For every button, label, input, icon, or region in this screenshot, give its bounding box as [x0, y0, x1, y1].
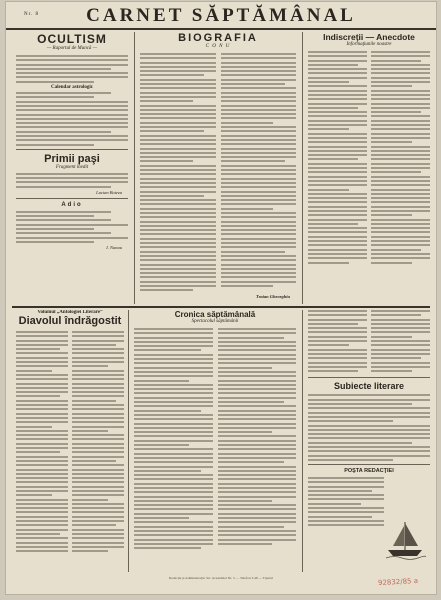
signature-boteza: Lucian Boteza — [96, 189, 122, 195]
masthead — [6, 2, 436, 30]
column-diavolul — [16, 310, 124, 572]
diavolul-heading: Diavolul îndrăgostit — [18, 315, 122, 327]
ocultism-heading: OCULTISM — [37, 32, 107, 46]
indiscretii-heading: Indiscreţii — Anecdote — [323, 32, 415, 42]
newspaper-page — [6, 2, 436, 594]
adio-heading: Adio — [61, 201, 83, 208]
footer-imprint: Redacţia şi Administraţia: Str. Academiei Nr. 5 — Telefon 3.48 — Tiparul — [169, 576, 273, 580]
biografia-subtitle: C O N U — [205, 44, 231, 49]
calendar-title: Calendar astrologic — [51, 85, 93, 91]
primii-pasi-heading: Primii paşi — [44, 152, 100, 165]
posta-heading: POŞTA REDACŢIEI — [344, 467, 394, 474]
cronica-heading: Cronica săptămânală — [174, 310, 256, 319]
diavolul-kicker: Volumul „Antologiei Literare” — [37, 310, 103, 315]
section-divider — [12, 306, 430, 308]
primii-pasi-subtitle: Fragment inedit — [55, 164, 89, 170]
column-cronica — [134, 310, 296, 572]
biografia-heading: BIOGRAFIA — [178, 32, 258, 44]
column-rule — [128, 310, 129, 572]
handwritten-note: 92832/85 a — [377, 576, 419, 588]
ocultism-subtitle: — Raportul de Muncă — — [46, 46, 98, 51]
column-rule — [302, 310, 303, 572]
column-ocultism — [16, 32, 128, 304]
cronica-subtitle: Spectacolul săptămânii — [191, 319, 239, 324]
column-rule — [134, 32, 135, 304]
signature-gheorghiu: Traian Gheorghiu — [256, 293, 290, 299]
issue-number: Nr. 8 — [24, 12, 39, 17]
subiecte-heading: Subiecte literare — [333, 381, 405, 392]
column-rule — [302, 32, 303, 304]
column-subiecte — [308, 310, 430, 572]
column-biografia — [140, 32, 296, 304]
indiscretii-subtitle: Informaţiunile noastre — [346, 42, 392, 47]
newspaper-title: CARNET SĂPTĂMÂNAL — [86, 5, 356, 26]
signature-nanau: I. Nanau — [106, 245, 122, 251]
sailing-ship-icon — [384, 516, 426, 560]
column-indiscretii — [308, 32, 430, 304]
